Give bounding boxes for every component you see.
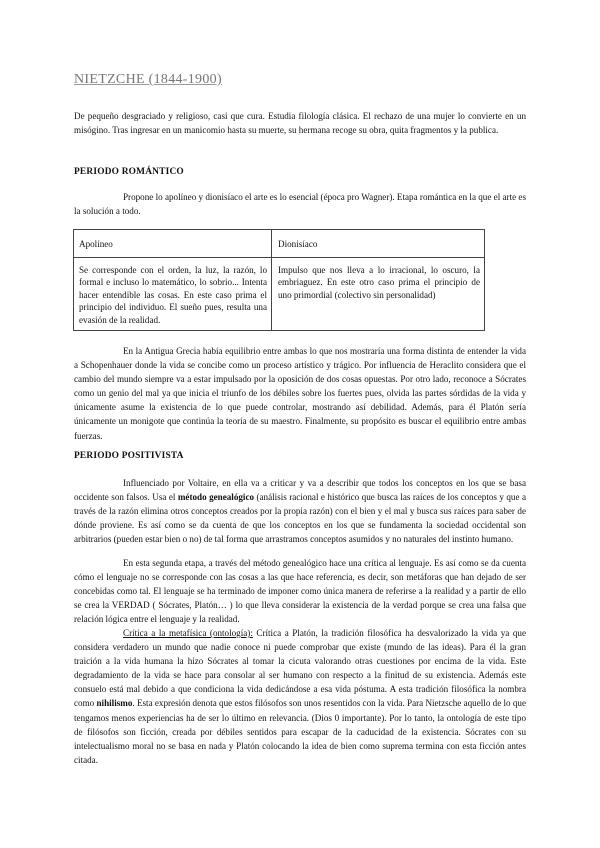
genealogical-paragraph — [74, 476, 526, 546]
table-header-apolineo: Apolíneo — [79, 239, 113, 249]
table-cell-apolineo: Se corresponde con el orden, la luz, la razón, lo formal e incluso lo matemático, lo sobrio... Intenta hacer entendible las cosas. En este caso prima el principio del individuo. El sueño pues, resulta una evasión de la realidad. — [79, 265, 267, 325]
document-title: NIETZCHE (1844-1900) — [74, 72, 222, 87]
table-header-dionisiaco: Dionisíaco — [278, 239, 318, 249]
romantic-paragraph: Propone lo apolíneo y dionisíaco el arte es lo esencial (época pro Wagner). Etapa romántica en la que el arte es la solución a todo. — [74, 192, 526, 217]
metaphysics-text-b: . Esta expresión denota que estos filósofos son unos resentidos con la vida. Para Nietzsche aquello de lo que tengamos menos experiencias ha de ser lo último en relevancia. (Dios 0 importante). Por lo tanto, la ontología de este tipo de filósofos son ficción, creada por débiles sentidos para escapar de la caducidad de la existencia. Sócrates con su intelectualismo moral no se basa en nada y Platón colocando la idea de bien como suprema termina con esta ficción antes citada. — [74, 698, 526, 765]
apollonian-dionysian-table — [73, 229, 485, 331]
table-column-divider — [271, 230, 272, 330]
metaphysics-paragraph — [74, 626, 526, 767]
intro-paragraph: De pequeño desgraciado y religioso, casi que cura. Estudia filología clásica. El rechazo de una mujer lo convierte en un misógino. Tras ingresar en un manicomio hasta su muerte, su hermana recoge su obra, quita fragmentos y la publica. — [74, 111, 526, 136]
positivist-heading: PERIODO POSITIVISTA — [74, 451, 184, 461]
genealogical-text-a: Influenciado por Voltaire, en ella va a criticar y va a describir que todos los conceptos en los que se basa occidente son falsos. Usa el — [74, 478, 526, 503]
genealogical-text-b: (análisis racional e histórico que busca las raíces de los conceptos y que a través de la razón elimina otros conceptos creados por la propia razón) con el bien y el mal y busca sus raíces para saber de dónde proviene. Es así como se da cuenta de que los conceptos en los que se fundamenta la sociedad occidental son arbitrarios (pueden estar bien o no) de tal forma que arrastramos conceptos asumidos y no naturales del instinto humano. — [74, 492, 526, 545]
romantic-heading: PERIODO ROMÁNTICO — [74, 167, 184, 177]
metaphysics-text-a: Crítica a Platón, la tradición filosófica ha desvalorizado la vida ya que considera verdadero un mundo que nadie conoce ni puede comprobar que existe (mundo de las ideas). Para él la gran traición a la vida humana la hizo Sócrates al tomar la cicuta valorando otras cuestiones por encima de la vida. Este degradamiento de la vida se hace para consolar al ser humano con respecto a la finitud de su existencia. Además este consuelo está mal debido a que condiciona la vida dedicándose a esa vida póstuma. A esta tradición filosófica la nombra como — [74, 628, 526, 709]
language-paragraph: En esta segunda etapa, a través del método genealógico hace una crítica al lenguaje. Es así como se da cuenta cómo el lenguaje no se corresponde con las cosas a las que hace referencia, es decir, son metáforas que han dejado de ser concebidas como tal. El lenguaje se ha terminado de imponer como única manera de referirse a la realidad y a partir de ello se crea la VERDAD ( Sócrates, Platón… ) lo que lleva considerar la existencia de la verdad porque se crea una falsa que relación lógica entre el lenguaje y la realidad. — [74, 558, 526, 625]
metaphysics-subheading: Crítica a la metafísica (ontología): — [123, 628, 253, 638]
greece-paragraph: En la Antigua Grecia había equilibrio entre ambas lo que nos mostraría una forma distinta de entender la vida a Schopenhauer donde la vida se concibe como un proceso artístico y trágico. Por influencia de Heraclito considera que el cambio del mundo siempre va a estar impulsado por la oposición de dos cosas opuestas. Por otro lado, reconoce a Sócrates como un genio del mal ya que inicia el triunfo de los débiles sobre los fuertes pues, olvida las partes sórdidas de la vida y únicamente asume la existencia de lo que puede controlar, mostrando así debilidad. Además, para él Platón sería únicamente un monigote que continúa la teoría de su maestro. Finalmente, su propósito es buscar el equilibrio entre ambas fuerzas. — [74, 346, 526, 441]
table-cell-dionisiaco: Impulso que nos lleva a lo irracional, lo oscuro, la embriaguez. En este otro caso prima el principio de uno primordial (colectivo sin personalidad) — [278, 265, 480, 300]
nihilism-term: nihilismo — [96, 698, 133, 709]
genealogical-method-term: método genealógico — [177, 492, 255, 503]
